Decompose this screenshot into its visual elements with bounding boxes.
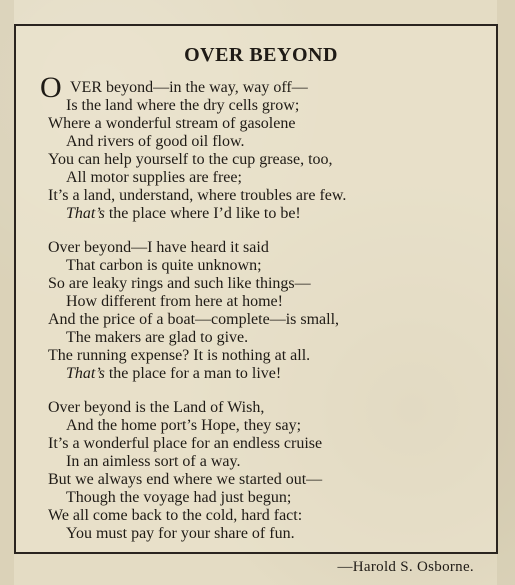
stanza-2-line-6: The makers are glad to give. [66, 329, 249, 346]
stanza-1-line-6: All motor supplies are free; [66, 169, 242, 186]
stanza-3-line-2: And the home port’s Hope, they say; [66, 417, 302, 434]
right-page-bleed [497, 0, 515, 585]
stanza-2-line-8 [48, 365, 474, 383]
left-page-bleed [0, 0, 14, 585]
stanza-2-line-8-text: the place for a man to live! [104, 365, 282, 382]
poem-title: OVER BEYOND [184, 44, 338, 66]
stanza-1-line-2: Is the land where the dry cells grow; [66, 97, 300, 114]
stanza-2-line-8-emphasis: That’s [66, 365, 105, 382]
stanza-1-line-8-text: the place where I’d like to be! [104, 205, 301, 222]
stanza-2-line-7: The running expense? It is nothing at all. [48, 347, 311, 364]
stanza-3-line-7: We all come back to the cold, hard fact: [48, 507, 303, 524]
poem-box [14, 24, 498, 575]
stanza-2-line-4: How different from here at home! [66, 293, 283, 310]
stanza-3-line-6: Though the voyage had just begun; [66, 489, 292, 506]
drop-cap: O [40, 71, 62, 104]
stanza-1-line-3: Where a wonderful stream of gasolene [48, 115, 296, 132]
stanza-1-line-7: It’s a land, understand, where troubles are few. [48, 187, 347, 204]
stanza-2-line-3: So are leaky rings and such like things— [48, 275, 311, 292]
stanza-2-line-5: And the price of a boat—complete—is small, [48, 311, 340, 328]
stanza-3-line-4: In an aimless sort of a way. [66, 453, 241, 470]
stanza-3-line-1: Over beyond is the Land of Wish, [48, 399, 265, 416]
stanza-1-line-1-text: VER beyond—in the way, way off— [70, 79, 308, 96]
stanza-1-line-5: You can help yourself to the cup grease, too, [48, 151, 333, 168]
stanza-3-line-3: It’s a wonderful place for an endless cruise [48, 435, 323, 452]
signature [48, 559, 474, 576]
stanza-1-line-8 [48, 205, 474, 223]
stanza-1 [40, 71, 474, 223]
stanza-3 [48, 399, 474, 543]
stanza-1-line-1 [40, 71, 474, 104]
stanza-3-line-5: But we always end where we started out— [48, 471, 323, 488]
stanza-2 [48, 239, 474, 383]
stanza-3-line-8: You must pay for your share of fun. [66, 525, 295, 542]
stanza-1-line-8-emphasis: That’s [66, 205, 105, 222]
stanza-2-line-1: Over beyond—I have heard it said [48, 239, 269, 256]
stanza-2-line-2: That carbon is quite unknown; [66, 257, 262, 274]
signature-text: —Harold S. Osborne. [337, 559, 474, 575]
stanza-1-line-4: And rivers of good oil flow. [66, 133, 245, 150]
